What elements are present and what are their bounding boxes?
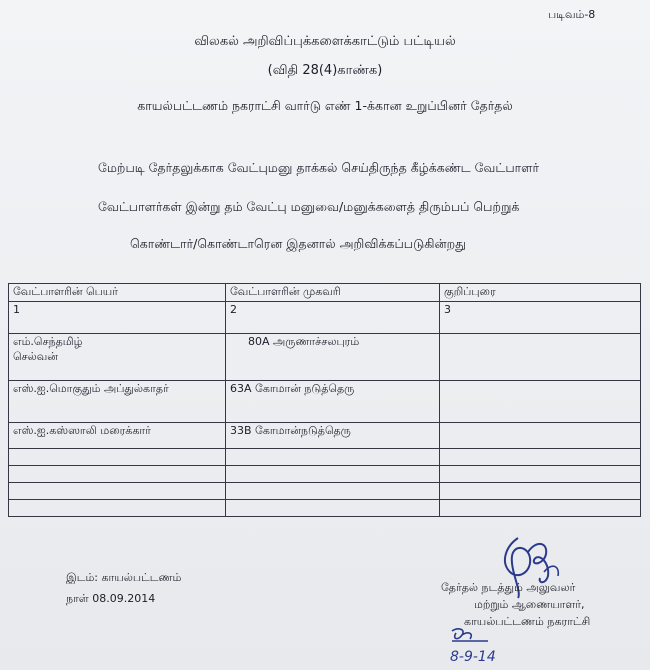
header-address: வேட்பாளரின் முகவரி [226,284,440,302]
table-row [9,381,641,423]
col-number: 2 [226,302,440,334]
candidate-address: 80A அருணாச்சலபுரம் [226,334,440,381]
table-row-blank [9,483,641,500]
document-title: விலகல் அறிவிப்புக்களைக்காட்டும் பட்டியல் [194,34,456,49]
place: இடம்: காயல்பட்டணம் [66,571,182,584]
date: நாள் 08.09.2014 [66,592,156,605]
table-row-blank [9,449,641,466]
candidate-name: எஸ்.ஐ.கஸ்ஸாலி மரைக்கார் [9,423,226,449]
form-number: படிவம்-8 [548,8,596,21]
rule-reference: (விதி 28(4)காண்க) [267,63,383,78]
officer-title-line-2: மற்றும் ஆணையாளர், [474,598,585,611]
candidate-name-line: செல்வன் [13,350,58,363]
handwritten-initial [448,625,518,667]
table-row [9,423,641,449]
candidate-address: 63A கோமான் நடுத்தெரு [226,381,440,423]
table-row-blank [9,500,641,517]
candidate-address: 33B கோமான்நடுத்தெரு [226,423,440,449]
col-number: 1 [9,302,226,334]
candidate-remarks [440,381,641,423]
table-header-row [9,284,641,302]
notice-line-3: கொண்டார்/கொண்டாரென இதனால் அறிவிக்கப்படுகின்றது [130,236,466,251]
officer-title-line-1: தேர்தல் நடத்தும் அலுவலர் [441,581,576,594]
notice-line-2: வேட்பாளர்கள் இன்று தம் வேட்பு மனுவை/மனுக்களைத் திரும்பப் பெற்றுக் [98,199,520,214]
column-number-row [9,302,641,334]
officer-title-line-3: காயல்பட்டணம் நகராட்சி [464,615,591,628]
header-name: வேட்பாளரின் பெயர் [9,284,226,302]
table-row-blank [9,466,641,483]
candidate-name: எஸ்.ஐ.மொகுதும் அப்துல்காதர் [9,381,226,423]
header-remarks: குறிப்புரை [440,284,641,302]
handwritten-date: 8-9-14 [450,649,496,665]
candidate-remarks [440,334,641,381]
candidate-name-line: எம்.செந்தமிழ் [13,335,83,348]
candidates-table [8,283,641,517]
candidate-remarks [440,423,641,449]
candidate-name [9,334,226,381]
election-title: காயல்பட்டணம் நகராட்சி வார்டு எண் 1-க்கான உறுப்பினர் தேர்தல் [137,98,513,113]
notice-line-1: மேற்படி தேர்தலுக்காக வேட்புமனு தாக்கல் செய்திருந்த கீழ்க்கண்ட வேட்பாளர் [98,160,539,175]
col-number: 3 [440,302,641,334]
table-row [9,334,641,381]
